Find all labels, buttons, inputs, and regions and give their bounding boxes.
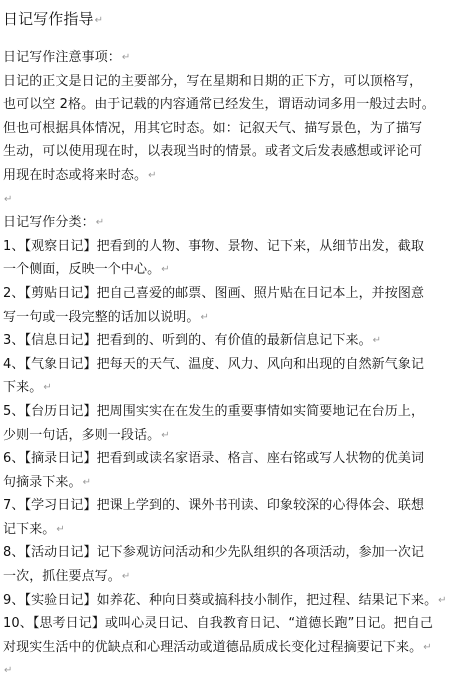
text-line: 日记写作分类：↵ — [3, 215, 105, 231]
text-line: 生动，可以使用现在时，以表现当时的情景。或者文后发表感想或评论可 — [3, 144, 423, 160]
paragraph-mark-icon: ↵ — [161, 429, 170, 441]
text-line: 写一句或一段完整的话加以说明。↵ — [3, 309, 209, 325]
document-title: 日记写作指导↵ — [3, 10, 104, 28]
paragraph-mark-icon: ↵ — [121, 52, 131, 63]
text-line: 日记写作注意事项：↵ — [3, 50, 131, 65]
text-line: 下来。↵ — [3, 380, 52, 396]
text-line: 但也可根据具体情况，用其它时态。如：记叙天气、描写景色，为了描写 — [3, 120, 423, 136]
paragraph-mark-icon: ↵ — [121, 571, 131, 583]
text-line: 也可以空 2格。由于记载的内容通常已经发生，谓语动词多用一般过去时。 — [3, 97, 435, 113]
paragraph-mark-icon: ↵ — [95, 217, 105, 229]
text-line: 10、【思考日记】或叫心灵日记、自我教育日记、“道德长跑”日记。把自己 — [3, 616, 434, 632]
paragraph-mark-icon: ↵ — [148, 169, 157, 181]
blank-line — [3, 659, 456, 683]
text-line: 2、【剪贴日记】把自己喜爱的邮票、图画、照片贴在日记本上，并按图意 — [3, 285, 425, 301]
paragraph-mark-icon: ↵ — [4, 193, 13, 205]
paragraph-mark-icon: ↵ — [438, 594, 447, 606]
text-line: 1、【观察日记】把看到的人物、事物、景物、记下来，从细节出发，截取 — [3, 238, 425, 254]
text-line: 对现实生活中的优缺点和心理活动或道德品质成长变化过程摘要记下来。↵ — [3, 639, 432, 655]
paragraph-mark-icon: ↵ — [200, 311, 209, 323]
text-line: 5、【台历日记】把周围实实在在发生的重要事情如实简要地记在台历上， — [3, 403, 425, 419]
text-line: 一次，抓住要点写。↵ — [3, 569, 131, 585]
text-line: 3、【信息日记】把看到的、听到的、有价值的最新信息记下来。↵ — [3, 333, 382, 349]
blank-line — [3, 188, 456, 212]
paragraph-mark-icon: ↵ — [4, 665, 13, 677]
text-line: 6、【摘录日记】把看到或读名家语录、格言、座右铭或写人状物的优美词 — [3, 451, 425, 467]
text-line: 日记的正文是日记的主要部分，写在星期和日期的正下方，可以顶格写， — [3, 73, 423, 89]
paragraph-mark-icon: ↵ — [56, 523, 65, 535]
paragraph-mark-icon: ↵ — [94, 15, 104, 26]
text-line: 7、【学习日记】把课上学到的、课外书刊读、印象较深的心得体会、联想 — [3, 498, 425, 514]
text-line: 9、【实验日记】如养花、种向日葵或搞科技小制作，把过程、结果记下来。↵ — [3, 592, 447, 608]
paragraph-mark-icon: ↵ — [43, 382, 52, 394]
paragraph-mark-icon: ↵ — [423, 641, 432, 653]
text-line: 8、【活动日记】记下参观访问活动和少先队组织的各项活动，参加一次记 — [3, 545, 425, 561]
text-line: 一个侧面，反映一个中心。↵ — [3, 262, 170, 278]
text-line: 句摘录下来。↵ — [3, 474, 92, 490]
text-line: 少则一句话，多则一段话。↵ — [3, 427, 170, 443]
paragraph-mark-icon: ↵ — [161, 264, 170, 276]
text-line: 记下来。↵ — [3, 521, 65, 537]
paragraph-mark-icon: ↵ — [372, 335, 382, 347]
text-line: 4、【气象日记】把每天的天气、温度、风力、风向和出现的自然新气象记 — [3, 356, 425, 372]
text-line: 用现在时态或将来时态。↵ — [3, 167, 157, 183]
paragraph-mark-icon: ↵ — [82, 476, 92, 488]
